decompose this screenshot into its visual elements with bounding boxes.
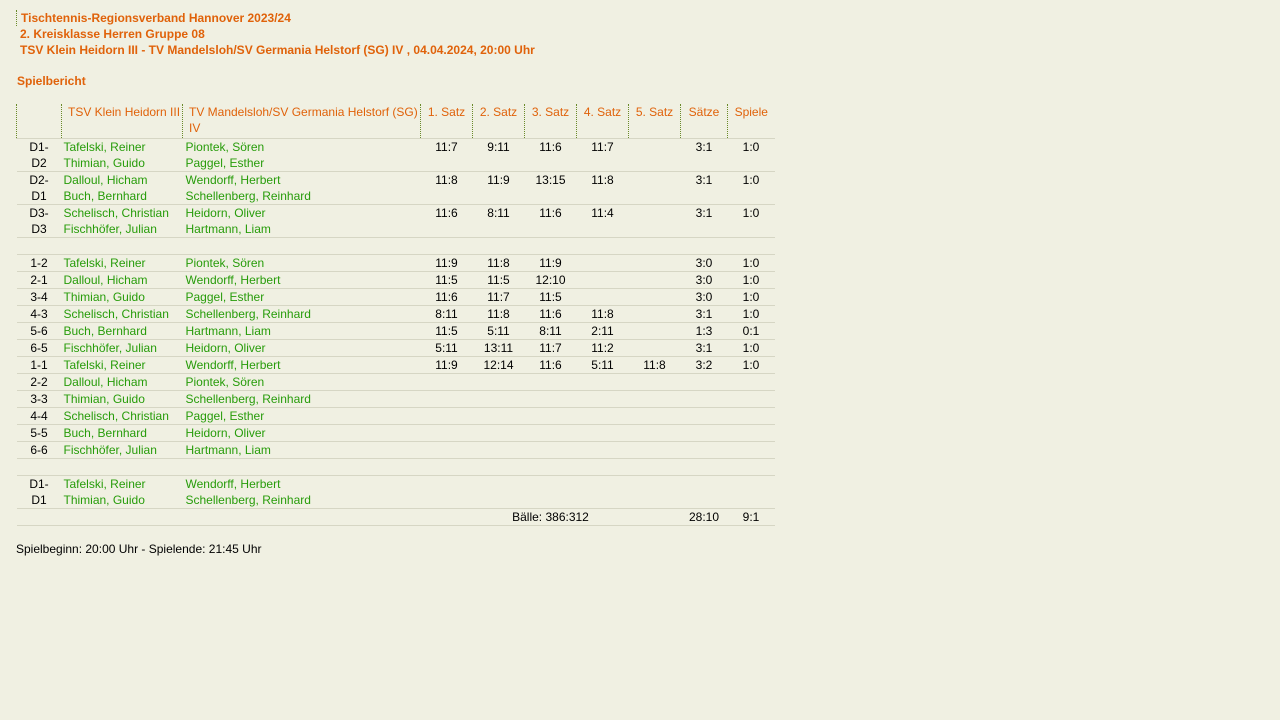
report-subtitle: Spielbericht bbox=[17, 74, 86, 88]
header-set-2: 2. Satz bbox=[473, 104, 525, 139]
set-score: 11:9 bbox=[421, 255, 473, 272]
set-score: 11:8 bbox=[421, 172, 473, 205]
set-score: 11:9 bbox=[421, 357, 473, 374]
away-player: Piontek, Sören bbox=[183, 374, 421, 391]
set-score: 11:7 bbox=[421, 139, 473, 172]
set-score bbox=[629, 425, 681, 442]
position-cell: 5-6 bbox=[17, 323, 62, 340]
spiele-cell bbox=[728, 442, 775, 459]
away-player: Heidorn, Oliver bbox=[183, 425, 421, 442]
singles-row bbox=[17, 357, 775, 374]
saetze-cell bbox=[681, 408, 728, 425]
home-player: Schelisch, Christian bbox=[62, 408, 183, 425]
doubles-row bbox=[17, 205, 775, 238]
saetze-cell bbox=[681, 425, 728, 442]
set-score bbox=[577, 442, 629, 459]
set-score bbox=[629, 272, 681, 289]
set-score: 11:7 bbox=[525, 340, 577, 357]
doubles-row bbox=[17, 139, 775, 172]
report-header bbox=[16, 10, 535, 58]
player-name: Wendorff, Herbert bbox=[185, 477, 281, 491]
saetze-total: 28:10 bbox=[681, 509, 728, 526]
set-score: 5:11 bbox=[577, 357, 629, 374]
spiele-cell bbox=[728, 374, 775, 391]
home-player: Tafelski, Reiner bbox=[62, 255, 183, 272]
set-score: 11:4 bbox=[577, 205, 629, 238]
set-score bbox=[629, 255, 681, 272]
spacer-row bbox=[17, 459, 775, 476]
set-score bbox=[629, 323, 681, 340]
set-score: 12:14 bbox=[473, 357, 525, 374]
set-score bbox=[525, 408, 577, 425]
player-name: Schellenberg, Reinhard bbox=[185, 189, 311, 203]
doubles-row bbox=[17, 172, 775, 205]
match-time-info: Spielbeginn: 20:00 Uhr - Spielende: 21:45 Uhr bbox=[16, 542, 262, 556]
singles-row bbox=[17, 408, 775, 425]
set-score bbox=[473, 442, 525, 459]
position-cell: D1-D1 bbox=[17, 476, 62, 509]
spiele-cell: 0:1 bbox=[728, 323, 775, 340]
set-score: 11:8 bbox=[473, 306, 525, 323]
spiele-cell bbox=[728, 425, 775, 442]
header-position bbox=[17, 104, 62, 139]
singles-row bbox=[17, 289, 775, 306]
set-score: 11:6 bbox=[525, 306, 577, 323]
spiele-cell: 1:0 bbox=[728, 272, 775, 289]
balls-total: Bälle: 386:312 bbox=[421, 509, 681, 526]
spiele-total: 9:1 bbox=[728, 509, 775, 526]
singles-row bbox=[17, 306, 775, 323]
player-name: Schellenberg, Reinhard bbox=[185, 493, 311, 507]
header-away-team: TV Mandelsloh/SV Germania Helstorf (SG) IV bbox=[183, 104, 421, 139]
away-player: Wendorff, Herbert bbox=[183, 272, 421, 289]
saetze-cell: 3:0 bbox=[681, 272, 728, 289]
set-score: 11:8 bbox=[577, 172, 629, 205]
singles-row bbox=[17, 442, 775, 459]
set-score bbox=[577, 391, 629, 408]
player-name: Fischhöfer, Julian bbox=[63, 222, 157, 236]
set-score bbox=[473, 374, 525, 391]
spiele-cell: 1:0 bbox=[728, 255, 775, 272]
set-score bbox=[629, 306, 681, 323]
header-set-3: 3. Satz bbox=[525, 104, 577, 139]
set-score bbox=[525, 476, 577, 509]
set-score: 11:5 bbox=[473, 272, 525, 289]
singles-row bbox=[17, 425, 775, 442]
saetze-cell: 3:1 bbox=[681, 340, 728, 357]
set-score bbox=[473, 476, 525, 509]
away-player: Wendorff, Herbert bbox=[183, 357, 421, 374]
set-score bbox=[629, 289, 681, 306]
singles-row bbox=[17, 340, 775, 357]
header-set-5: 5. Satz bbox=[629, 104, 681, 139]
player-name: Wendorff, Herbert bbox=[185, 173, 281, 187]
set-score bbox=[577, 272, 629, 289]
home-players bbox=[62, 205, 183, 238]
set-score: 11:8 bbox=[473, 255, 525, 272]
home-player: Thimian, Guido bbox=[62, 391, 183, 408]
away-players bbox=[183, 172, 421, 205]
home-player: Fischhöfer, Julian bbox=[62, 340, 183, 357]
home-players bbox=[62, 476, 183, 509]
header-home-team: TSV Klein Heidorn III bbox=[62, 104, 183, 139]
player-name: Dalloul, Hicham bbox=[63, 173, 148, 187]
player-name: Tafelski, Reiner bbox=[63, 140, 146, 154]
position-cell: 6-5 bbox=[17, 340, 62, 357]
spacer-row bbox=[17, 238, 775, 255]
set-score: 11:5 bbox=[421, 272, 473, 289]
league-title: 2. Kreisklasse Herren Gruppe 08 bbox=[20, 27, 205, 41]
set-score bbox=[629, 205, 681, 238]
away-player: Heidorn, Oliver bbox=[183, 340, 421, 357]
away-players bbox=[183, 139, 421, 172]
player-name: Heidorn, Oliver bbox=[185, 206, 266, 220]
set-score: 5:11 bbox=[421, 340, 473, 357]
header-set-1: 1. Satz bbox=[421, 104, 473, 139]
set-score: 2:11 bbox=[577, 323, 629, 340]
saetze-cell: 3:1 bbox=[681, 205, 728, 238]
player-name: Schelisch, Christian bbox=[63, 206, 169, 220]
player-name: Buch, Bernhard bbox=[63, 189, 147, 203]
match-title: TSV Klein Heidorn III - TV Mandelsloh/SV Germania Helstorf (SG) IV , 04.04.2024, 20:00 Uhr bbox=[20, 43, 535, 57]
header-spiele: Spiele bbox=[728, 104, 775, 139]
saetze-cell bbox=[681, 374, 728, 391]
set-score bbox=[577, 408, 629, 425]
position-cell: 3-3 bbox=[17, 391, 62, 408]
set-score bbox=[473, 425, 525, 442]
spiele-cell: 1:0 bbox=[728, 306, 775, 323]
saetze-cell bbox=[681, 391, 728, 408]
position-cell: 1-1 bbox=[17, 357, 62, 374]
away-players bbox=[183, 476, 421, 509]
set-score: 11:6 bbox=[421, 205, 473, 238]
position-cell: 3-4 bbox=[17, 289, 62, 306]
singles-row bbox=[17, 255, 775, 272]
set-score bbox=[525, 442, 577, 459]
home-player: Tafelski, Reiner bbox=[62, 357, 183, 374]
position-cell: 6-6 bbox=[17, 442, 62, 459]
saetze-cell: 3:1 bbox=[681, 172, 728, 205]
spiele-cell: 1:0 bbox=[728, 340, 775, 357]
set-score bbox=[473, 408, 525, 425]
set-score: 11:8 bbox=[629, 357, 681, 374]
player-name: Hartmann, Liam bbox=[185, 222, 271, 236]
set-score bbox=[525, 391, 577, 408]
position-cell: 2-2 bbox=[17, 374, 62, 391]
saetze-cell bbox=[681, 442, 728, 459]
set-score bbox=[577, 374, 629, 391]
set-score: 11:9 bbox=[473, 172, 525, 205]
set-score: 5:11 bbox=[473, 323, 525, 340]
set-score bbox=[577, 255, 629, 272]
association-title: Tischtennis-Regionsverband Hannover 2023/24 bbox=[16, 10, 535, 26]
saetze-cell: 1:3 bbox=[681, 323, 728, 340]
set-score: 11:6 bbox=[525, 357, 577, 374]
singles-row bbox=[17, 272, 775, 289]
singles-row bbox=[17, 391, 775, 408]
table-header-row bbox=[17, 104, 775, 139]
set-score bbox=[629, 442, 681, 459]
spiele-cell bbox=[728, 476, 775, 509]
set-score: 11:6 bbox=[525, 205, 577, 238]
spiele-cell bbox=[728, 391, 775, 408]
set-score: 11:9 bbox=[525, 255, 577, 272]
away-player: Schellenberg, Reinhard bbox=[183, 391, 421, 408]
home-player: Buch, Bernhard bbox=[62, 323, 183, 340]
set-score: 11:6 bbox=[421, 289, 473, 306]
player-name: Thimian, Guido bbox=[63, 493, 145, 507]
set-score bbox=[421, 476, 473, 509]
set-score bbox=[421, 391, 473, 408]
away-player: Schellenberg, Reinhard bbox=[183, 306, 421, 323]
player-name: Thimian, Guido bbox=[63, 156, 145, 170]
singles-row bbox=[17, 374, 775, 391]
set-score bbox=[421, 374, 473, 391]
position-cell: D2-D1 bbox=[17, 172, 62, 205]
set-score bbox=[577, 425, 629, 442]
saetze-cell: 3:0 bbox=[681, 289, 728, 306]
set-score: 11:7 bbox=[577, 139, 629, 172]
home-player: Buch, Bernhard bbox=[62, 425, 183, 442]
position-cell: 2-1 bbox=[17, 272, 62, 289]
position-cell: D1-D2 bbox=[17, 139, 62, 172]
doubles-row bbox=[17, 476, 775, 509]
player-name: Tafelski, Reiner bbox=[63, 477, 146, 491]
saetze-cell bbox=[681, 476, 728, 509]
set-score bbox=[577, 289, 629, 306]
saetze-cell: 3:0 bbox=[681, 255, 728, 272]
set-score: 13:15 bbox=[525, 172, 577, 205]
spiele-cell: 1:0 bbox=[728, 205, 775, 238]
spiele-cell: 1:0 bbox=[728, 139, 775, 172]
home-player: Schelisch, Christian bbox=[62, 306, 183, 323]
set-score: 11:7 bbox=[473, 289, 525, 306]
home-player: Dalloul, Hicham bbox=[62, 272, 183, 289]
spiele-cell: 1:0 bbox=[728, 289, 775, 306]
home-players bbox=[62, 139, 183, 172]
set-score bbox=[473, 391, 525, 408]
set-score: 11:8 bbox=[577, 306, 629, 323]
position-cell: D3-D3 bbox=[17, 205, 62, 238]
set-score bbox=[629, 476, 681, 509]
set-score: 13:11 bbox=[473, 340, 525, 357]
set-score bbox=[421, 408, 473, 425]
header-saetze: Sätze bbox=[681, 104, 728, 139]
set-score bbox=[421, 425, 473, 442]
summary-row bbox=[17, 509, 775, 526]
saetze-cell: 3:1 bbox=[681, 306, 728, 323]
player-name: Piontek, Sören bbox=[185, 140, 265, 154]
saetze-cell: 3:1 bbox=[681, 139, 728, 172]
away-player: Hartmann, Liam bbox=[183, 442, 421, 459]
set-score: 8:11 bbox=[473, 205, 525, 238]
set-score bbox=[629, 139, 681, 172]
away-player: Paggel, Esther bbox=[183, 408, 421, 425]
home-player: Thimian, Guido bbox=[62, 289, 183, 306]
position-cell: 4-4 bbox=[17, 408, 62, 425]
set-score bbox=[629, 374, 681, 391]
home-players bbox=[62, 172, 183, 205]
set-score bbox=[629, 172, 681, 205]
set-score bbox=[525, 425, 577, 442]
away-players bbox=[183, 205, 421, 238]
home-player: Fischhöfer, Julian bbox=[62, 442, 183, 459]
position-cell: 1-2 bbox=[17, 255, 62, 272]
set-score: 9:11 bbox=[473, 139, 525, 172]
set-score bbox=[629, 340, 681, 357]
set-score: 11:6 bbox=[525, 139, 577, 172]
spiele-cell bbox=[728, 408, 775, 425]
match-report-table bbox=[16, 104, 775, 526]
away-player: Piontek, Sören bbox=[183, 255, 421, 272]
set-score: 11:5 bbox=[421, 323, 473, 340]
set-score bbox=[629, 408, 681, 425]
away-player: Paggel, Esther bbox=[183, 289, 421, 306]
set-score bbox=[629, 391, 681, 408]
set-score bbox=[577, 476, 629, 509]
player-name: Paggel, Esther bbox=[185, 156, 265, 170]
spiele-cell: 1:0 bbox=[728, 357, 775, 374]
set-score: 11:5 bbox=[525, 289, 577, 306]
header-set-4: 4. Satz bbox=[577, 104, 629, 139]
position-cell: 5-5 bbox=[17, 425, 62, 442]
saetze-cell: 3:2 bbox=[681, 357, 728, 374]
set-score: 11:2 bbox=[577, 340, 629, 357]
set-score: 12:10 bbox=[525, 272, 577, 289]
set-score: 8:11 bbox=[525, 323, 577, 340]
set-score bbox=[525, 374, 577, 391]
set-score: 8:11 bbox=[421, 306, 473, 323]
spiele-cell: 1:0 bbox=[728, 172, 775, 205]
home-player: Dalloul, Hicham bbox=[62, 374, 183, 391]
away-player: Hartmann, Liam bbox=[183, 323, 421, 340]
set-score bbox=[421, 442, 473, 459]
singles-row bbox=[17, 323, 775, 340]
position-cell: 4-3 bbox=[17, 306, 62, 323]
